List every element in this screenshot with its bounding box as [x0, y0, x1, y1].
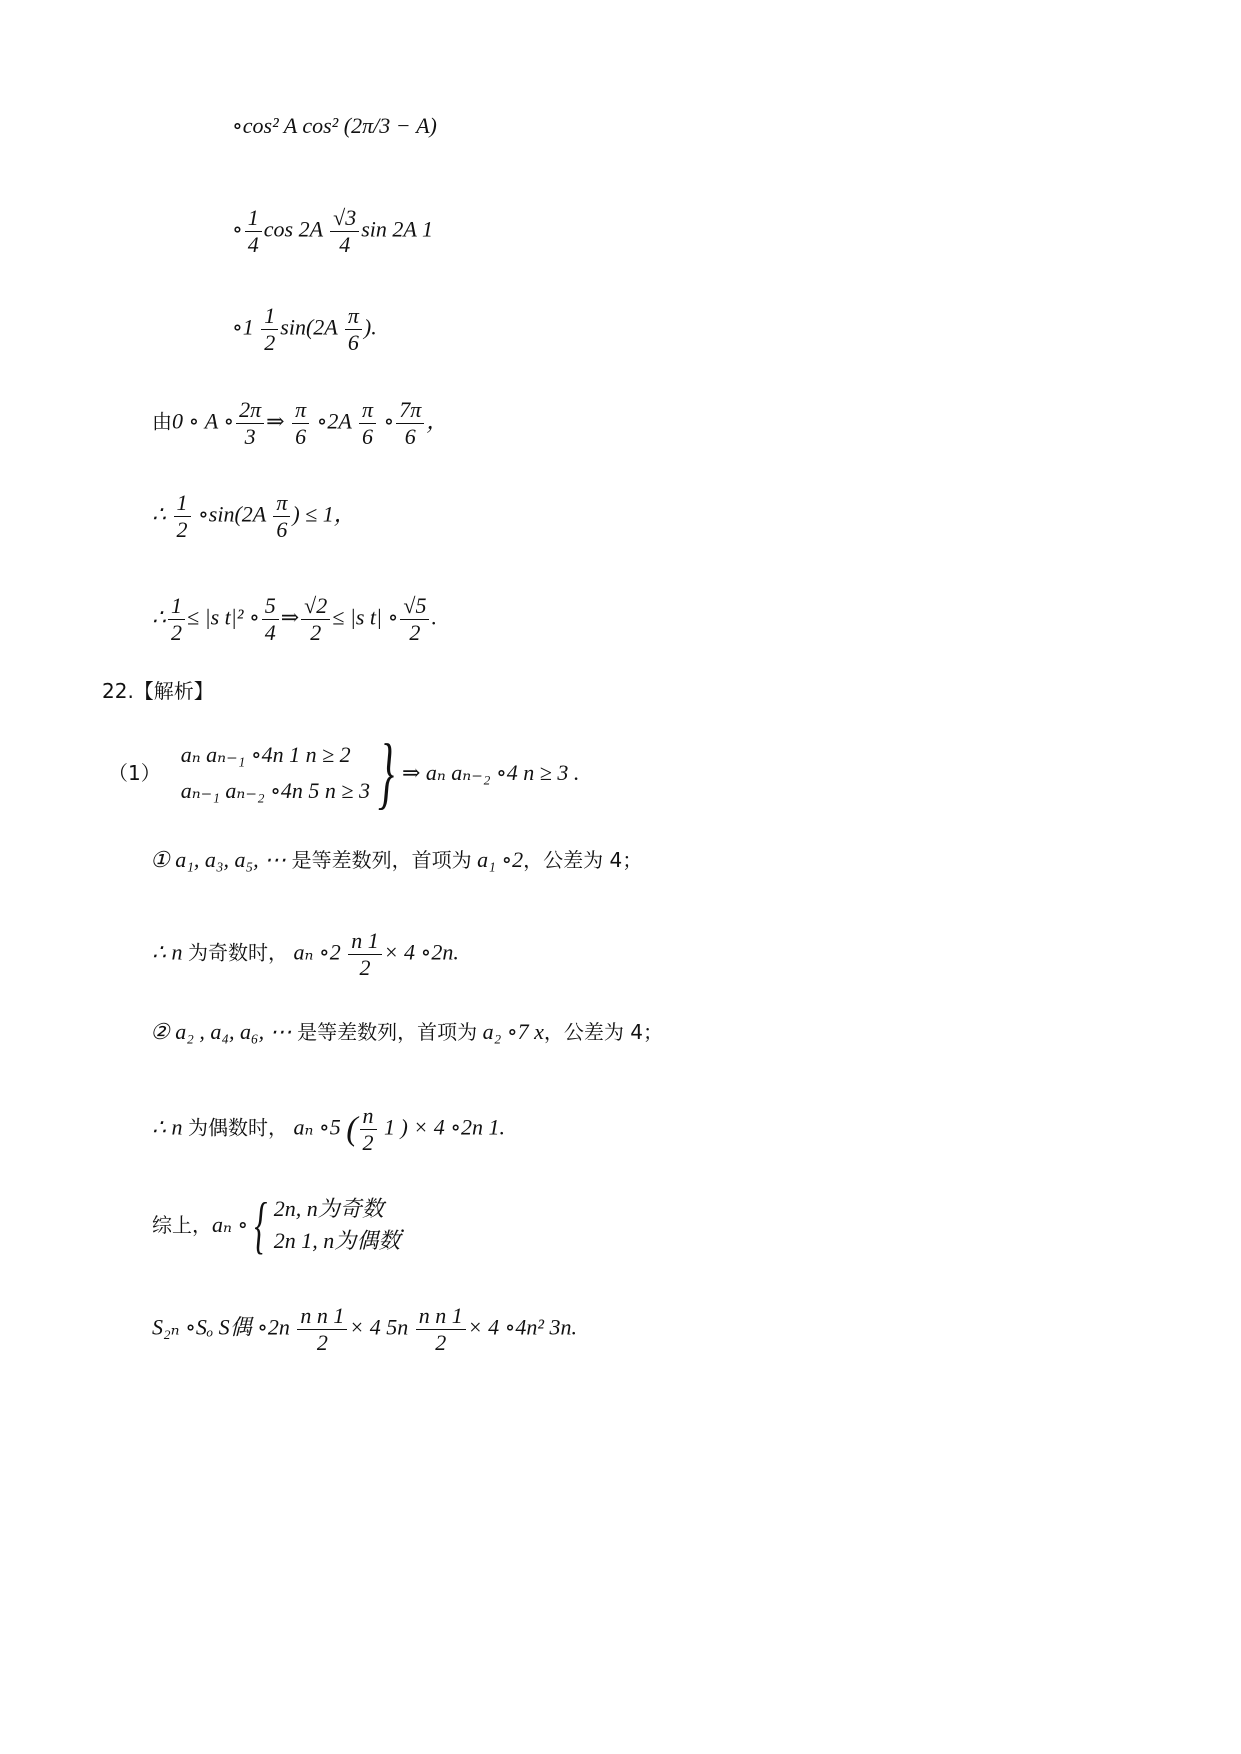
- equation-text: ⇒: [280, 604, 300, 630]
- piecewise-row: 2n, n为奇数: [273, 1196, 384, 1221]
- equation-text: ∘2A: [311, 408, 357, 434]
- equation-text: .: [431, 604, 437, 630]
- part-label: （1）: [108, 761, 161, 785]
- equation-text: ∘cos² A cos² (2π/3 − A): [232, 113, 437, 138]
- fraction: [168, 593, 185, 646]
- recurrence-system: [108, 729, 580, 817]
- equation-line-2: [232, 205, 433, 258]
- equation-text: ⇒: [266, 408, 291, 434]
- fraction: [245, 205, 262, 258]
- fraction: [400, 593, 429, 646]
- equation-line-4: [152, 397, 448, 450]
- body-text: 是等差数列，首项为: [291, 848, 472, 872]
- fraction: [330, 205, 359, 258]
- body-text: ，公差为 4；: [523, 848, 643, 872]
- fraction-denominator: 6: [276, 517, 288, 542]
- fraction-denominator: 6: [295, 424, 307, 449]
- fraction-denominator: 4: [264, 620, 276, 645]
- equation-text: .: [400, 1212, 406, 1237]
- equation-text: × 4 ∘4n² 3n.: [467, 1314, 578, 1340]
- fraction-denominator: 6: [404, 424, 416, 449]
- equation-text: ∴ n: [152, 939, 188, 965]
- equation-text: ⇒ aₙ aₙ₋₂ ∘4 n ≥ 3 .: [401, 760, 580, 785]
- fraction-numerator: 1: [174, 490, 191, 517]
- equation-text: × 4 ∘2n.: [383, 939, 459, 965]
- fraction: [360, 1103, 377, 1156]
- fraction-numerator: π: [345, 303, 362, 330]
- fraction-numerator: n 1: [348, 928, 382, 955]
- fraction: [273, 490, 290, 543]
- system-row: aₙ aₙ₋₁ ∘4n 1 n ≥ 2: [180, 742, 351, 767]
- fraction: [262, 593, 279, 646]
- sum-formula: [152, 1303, 577, 1356]
- equation-text: aₙ ∘: [212, 1212, 249, 1237]
- case-odd-formula: [152, 928, 459, 981]
- fraction-denominator: 2: [310, 620, 322, 645]
- fraction-numerator: √2: [301, 593, 330, 620]
- summary-piecewise: [152, 1190, 406, 1260]
- equation-text: aₙ ∘5: [288, 1114, 347, 1140]
- equation-text: cos 2A: [263, 216, 329, 242]
- fraction-numerator: π: [359, 397, 376, 424]
- fraction-denominator: 6: [347, 330, 359, 355]
- piecewise-cases: [274, 1193, 401, 1257]
- fraction-numerator: n n 1: [297, 1303, 347, 1330]
- fraction-denominator: 2: [359, 955, 371, 980]
- fraction-numerator: 7π: [396, 397, 424, 424]
- equation-text: ，: [426, 408, 449, 434]
- fraction-numerator: √5: [400, 593, 429, 620]
- equation-text: ∴ n: [152, 1114, 188, 1140]
- body-text: 为偶数时，: [188, 1115, 288, 1140]
- fraction-numerator: 2π: [236, 397, 264, 424]
- equation-text: ≤ |s t| ∘: [332, 604, 399, 630]
- equation-line-3: [232, 303, 377, 356]
- fraction: [359, 397, 376, 450]
- fraction-numerator: 1: [245, 205, 262, 232]
- equation-text: a₂ ∘7 x: [477, 1019, 544, 1044]
- equation-system: [181, 737, 370, 809]
- fraction-numerator: π: [273, 490, 290, 517]
- fraction-numerator: 1: [261, 303, 278, 330]
- equation-text: ) ≤ 1，: [292, 501, 356, 527]
- fraction: [348, 928, 382, 981]
- equation-text: ∴: [152, 604, 166, 630]
- fraction: [261, 303, 278, 356]
- left-brace: {: [254, 1189, 268, 1260]
- body-text: ，公差为 4；: [543, 1020, 663, 1044]
- case-even-formula: [152, 1103, 505, 1156]
- body-text: 为奇数时，: [188, 940, 288, 965]
- body-text: 是等差数列，首项为: [297, 1020, 478, 1044]
- left-paren: (: [346, 1110, 358, 1148]
- equation-line-1: [232, 112, 437, 140]
- fraction-denominator: 3: [244, 424, 256, 449]
- equation-text: ∘sin(2A: [192, 501, 272, 527]
- equation-text: ① a₁, a₃, a₅, ⋯: [150, 847, 292, 872]
- equation-text: 1 ) × 4 ∘2n 1.: [378, 1114, 505, 1140]
- fraction: [416, 1303, 466, 1356]
- fraction: [297, 1303, 347, 1356]
- equation-line-5: [152, 490, 356, 543]
- heading-text: 22.【解析】: [102, 679, 214, 703]
- equation-text: a₁ ∘2: [471, 847, 524, 872]
- fraction-denominator: 2: [316, 1330, 328, 1355]
- system-row: aₙ₋₁ aₙ₋₂ ∘4n 5 n ≥ 3: [180, 778, 370, 803]
- fraction-numerator: 1: [168, 593, 185, 620]
- fraction-denominator: 4: [339, 232, 351, 257]
- equation-text: ∘: [377, 408, 395, 434]
- case-even-intro: [150, 1018, 663, 1046]
- right-brace: }: [377, 729, 394, 817]
- section-heading: [102, 677, 214, 705]
- fraction: [345, 303, 362, 356]
- fraction-denominator: 4: [247, 232, 259, 257]
- piecewise-row: 2n 1, n为偶数: [273, 1228, 401, 1253]
- fraction-denominator: 2: [264, 330, 276, 355]
- fraction-numerator: π: [292, 397, 309, 424]
- body-text: 综上，: [152, 1213, 212, 1237]
- equation-text: 0 ∘ A ∘: [172, 408, 235, 434]
- fraction-denominator: 2: [435, 1330, 447, 1355]
- fraction-denominator: 2: [176, 517, 188, 542]
- equation-text: ∘1: [232, 314, 260, 340]
- equation-text: S₂ₙ ∘Sₒ S偶 ∘2n: [152, 1314, 296, 1340]
- fraction: [292, 397, 309, 450]
- fraction-numerator: 5: [262, 593, 279, 620]
- equation-text: sin(2A: [280, 314, 343, 340]
- fraction: [174, 490, 191, 543]
- equation-text: × 4 5n: [349, 1314, 414, 1340]
- equation-text: ∴: [152, 501, 172, 527]
- fraction-denominator: 2: [362, 1130, 374, 1155]
- equation-text: ).: [363, 314, 377, 340]
- case-odd-intro: [150, 846, 642, 874]
- fraction-denominator: 2: [409, 620, 421, 645]
- fraction: [396, 397, 424, 450]
- fraction: [301, 593, 330, 646]
- body-text: 由: [152, 409, 172, 434]
- fraction-numerator: √3: [330, 205, 359, 232]
- fraction-numerator: n: [360, 1103, 377, 1130]
- fraction-denominator: 2: [171, 620, 182, 645]
- equation-text: ② a₂ , a₄, a₆, ⋯: [150, 1019, 298, 1044]
- equation-line-6: [152, 593, 437, 646]
- equation-text: ≤ |s t|² ∘: [187, 604, 260, 630]
- fraction-numerator: n n 1: [416, 1303, 466, 1330]
- equation-text: sin 2A 1: [361, 216, 433, 242]
- fraction-denominator: 6: [361, 424, 373, 449]
- equation-text: aₙ ∘2: [288, 939, 347, 965]
- equation-text: ∘: [232, 216, 243, 242]
- fraction: [236, 397, 264, 450]
